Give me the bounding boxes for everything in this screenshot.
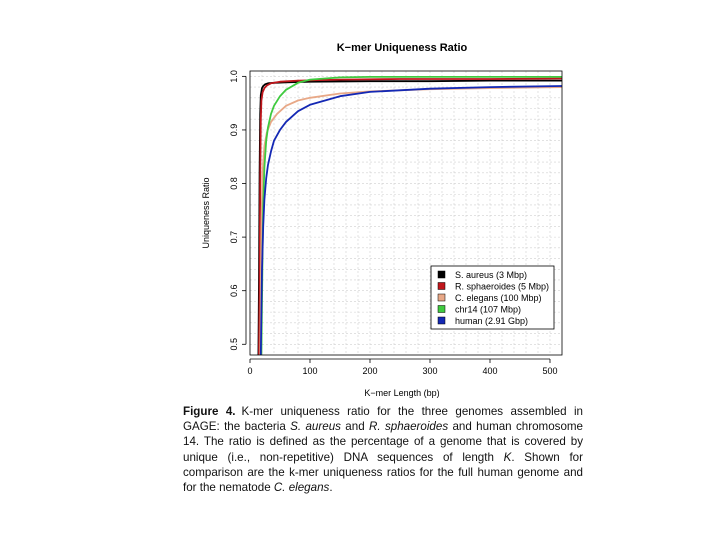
- legend-label: S. aureus (3 Mbp): [455, 270, 528, 280]
- caption-text: K-mer uniqueness ratio for the three genomes assembled in GAGE: the bacteria: [183, 405, 583, 434]
- y-tick-label: 1.0: [229, 70, 239, 83]
- legend: [431, 266, 554, 329]
- legend-swatch: [438, 283, 445, 290]
- y-tick-label: 0.9: [229, 123, 239, 137]
- x-tick-label: 400: [482, 366, 498, 376]
- y-tick-label: 0.8: [229, 177, 239, 190]
- caption-italic-text: K: [503, 450, 512, 464]
- caption-body: [183, 405, 583, 494]
- legend-label: R. sphaeroides (5 Mbp): [455, 281, 550, 292]
- x-tick-label: 100: [302, 366, 318, 376]
- x-tick-label: 0: [247, 366, 253, 376]
- y-axis-label: Uniqueness Ratio: [201, 177, 211, 249]
- x-tick-label: 500: [542, 366, 558, 376]
- figure-caption: [183, 404, 583, 495]
- x-tick-label: 200: [362, 366, 378, 376]
- y-axis: [229, 70, 246, 350]
- legend-label: C. elegans (100 Mbp): [455, 293, 542, 303]
- legend-swatch: [438, 306, 445, 313]
- chart-title: K−mer Uniqueness Ratio: [336, 42, 468, 54]
- caption-italic-text: S. aureus: [290, 420, 341, 434]
- legend-swatch: [438, 271, 445, 278]
- legend-swatch: [438, 294, 445, 301]
- x-tick-label: 300: [422, 366, 438, 376]
- y-tick-label: 0.5: [229, 338, 239, 351]
- caption-text: .: [329, 481, 333, 495]
- figure-label: Figure 4.: [183, 405, 236, 418]
- caption-text: and: [340, 420, 369, 434]
- caption-text: . Shown for comparison are the k-mer uniqueness ratios for the full human genome and for the nematode: [183, 450, 583, 495]
- caption-text: and human chromosome 14. The ratio is defined as the percentage of a genome that is covered by unique (i.e., non-repetitive) DNA sequences of length: [183, 420, 584, 464]
- x-axis-label: K−mer Length (bp): [364, 388, 440, 398]
- y-tick-label: 0.6: [229, 284, 239, 297]
- y-tick-label: 0.7: [229, 230, 239, 244]
- legend-label: human (2.91 Gbp): [455, 316, 529, 326]
- x-axis: [247, 359, 557, 376]
- caption-italic-text: R. sphaeroides: [369, 420, 449, 434]
- legend-swatch: [438, 317, 445, 324]
- legend-label: chr14 (107 Mbp): [455, 304, 522, 315]
- caption-italic-text: C. elegans: [273, 481, 330, 495]
